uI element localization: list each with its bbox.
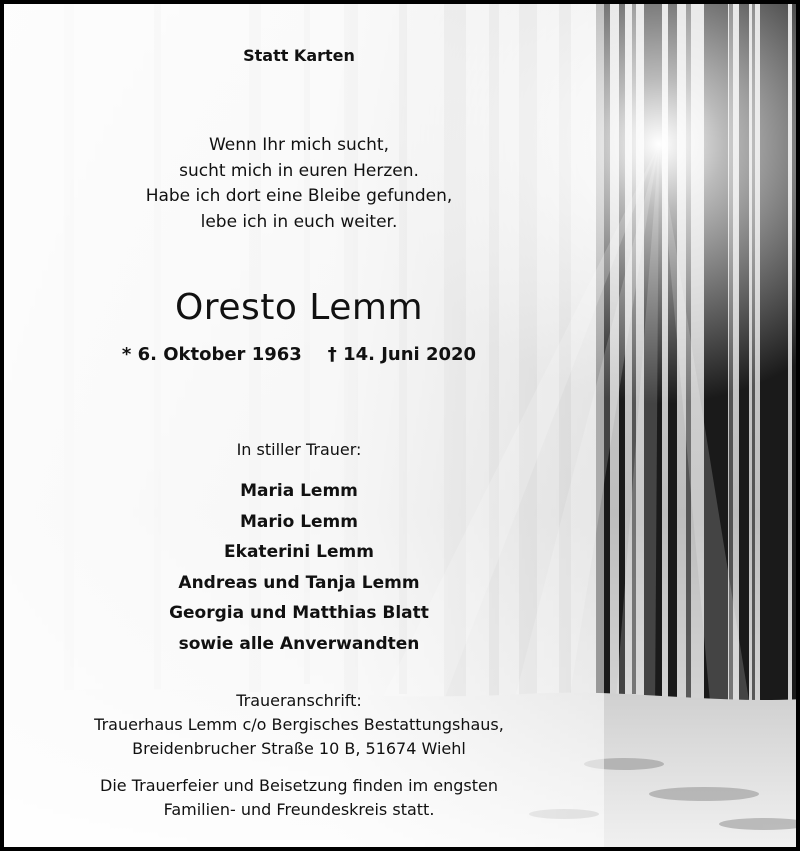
mourner-name: Andreas und Tanja Lemm <box>178 572 420 593</box>
address-line: Breidenbrucher Straße 10 B, 51674 Wiehl <box>132 739 466 758</box>
mourner-name: Maria Lemm <box>240 481 358 501</box>
mourner-name: Mario Lemm <box>240 511 358 532</box>
mourner-name: sowie alle Anverwandten <box>178 633 420 654</box>
deceased-name: Oresto Lemm <box>174 287 424 328</box>
life-dates <box>4 344 594 365</box>
mourner-name: Ekaterini Lemm <box>224 542 374 563</box>
poem-line: Habe ich dort eine Bleibe gefunden, <box>145 186 453 206</box>
obituary-text <box>4 4 594 851</box>
death-date: † 14. Juni 2020 <box>327 344 477 365</box>
address-line: Trauerhaus Lemm c/o Bergisches Bestattungshaus, <box>94 715 504 734</box>
ceremony-line: Die Trauerfeier und Beisetzung finden im engsten <box>100 776 498 795</box>
poem <box>4 133 594 235</box>
mourner-name: Georgia und Matthias Blatt <box>169 603 429 624</box>
mourning-label: In stiller Trauer: <box>236 440 362 459</box>
poem-line: sucht mich in euren Herzen. <box>179 160 419 181</box>
address-label: Traueranschrift: <box>236 691 362 710</box>
ceremony-note <box>4 774 594 822</box>
mourning-address <box>4 689 594 761</box>
birth-date: * 6. Oktober 1963 <box>121 344 302 365</box>
heading: Statt Karten <box>243 46 355 65</box>
poem-line: lebe ich in euch weiter. <box>200 211 398 232</box>
mourners-list <box>4 476 594 660</box>
ceremony-line: Familien- und Freundeskreis statt. <box>163 800 435 819</box>
poem-line: Wenn Ihr mich sucht, <box>208 135 390 155</box>
